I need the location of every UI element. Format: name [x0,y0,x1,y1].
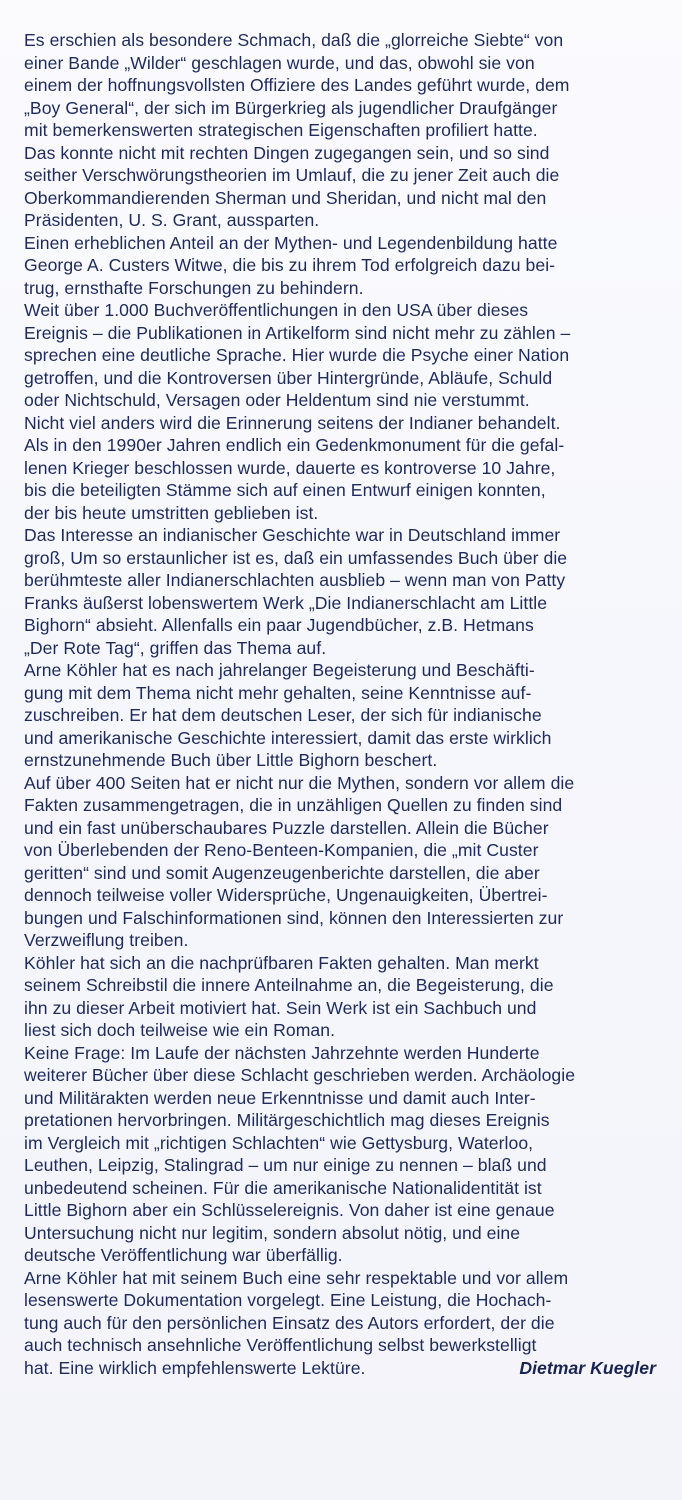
text-line: Arne Köhler hat es nach jahrelanger Begeisterung und Beschäfti- [24,660,535,680]
closing-line [24,1357,660,1380]
text-line: oder Nichtschuld, Versagen oder Heldentum sind nie verstummt. [24,390,530,410]
text-line: pretationen hervorbringen. Militärgeschichtlich mag dieses Ereignis [24,1110,550,1130]
text-line: deutsche Veröffentlichung war überfällig. [24,1245,343,1265]
text-line: „Boy General“, der sich im Bürgerkrieg als jugendlicher Draufgänger [24,97,558,118]
text-line: Keine Frage: Im Laufe der nächsten Jahrzehnte werden Hunderte [24,1042,540,1063]
text-line: trug, ernsthafte Forschungen zu behindern. [24,277,364,298]
text-line: Untersuchung nicht nur legitim, sondern absolut nötig, und eine [24,1222,521,1243]
text-line: Weit über 1.000 Buchveröffentlichungen in den USA über dieses [24,300,529,320]
text-line: einem der hoffnungsvollsten Offiziere des Landes geführt wurde, dem [24,75,570,95]
text-line: von Überlebenden der Reno-Benteen-Kompanien, die „mit Custer [24,840,539,860]
text-line: Franks äußerst lobenswertem Werk „Die Indianerschlacht am Little [24,592,548,613]
text-line: dennoch teilweise voller Widersprüche, Ungenauigkeiten, Übertrei- [24,885,548,905]
text-line: ihn zu dieser Arbeit motiviert hat. Sein Werk ist ein Sachbuch und [24,997,537,1018]
text-line: Oberkommandierenden Sherman und Sheridan, und nicht mal den [24,187,547,208]
review-paragraph [24,1267,660,1380]
text-line: Little Bighorn aber ein Schlüsselereignis. Von daher ist eine genaue [24,1200,555,1220]
text-line: unbedeutend scheinen. Für die amerikanische Nationalidentität ist [24,1177,542,1198]
review-text-column [24,29,660,1379]
review-paragraph [24,29,660,142]
text-line: Leuthen, Leipzig, Stalingrad – um nur einige zu nennen – blaß und [24,1155,547,1175]
review-paragraph [24,772,660,952]
text-line: Das Interesse an indianischer Geschichte war in Deutschland immer [24,525,561,545]
text-line: Fakten zusammengetragen, die in unzähligen Quellen zu finden sind [24,795,563,815]
text-line: lenen Krieger beschlossen wurde, dauerte es kontroverse 10 Jahre, [24,457,556,478]
text-line: George A. Custers Witwe, die bis zu ihrem Tod erfolgreich dazu bei- [24,255,556,275]
text-line: im Vergleich mit „richtigen Schlachten“ wie Gettysburg, Waterloo, [24,1132,534,1153]
text-line: ernstzunehmende Buch über Little Bighorn beschert. [24,750,438,770]
review-paragraph [24,659,660,772]
text-line: Nicht viel anders wird die Erinnerung seitens der Indianer behandelt. [24,412,561,433]
text-line: und ein fast unüberschaubares Puzzle darstellen. Allein die Bücher [24,817,549,838]
text-line: auch technisch ansehnliche Veröffentlichung selbst bewerkstelligt [24,1335,537,1355]
text-line: Es erschien als besondere Schmach, daß die „glorreiche Siebte“ von [24,30,564,50]
text-line: mit bemerkenswerten strategischen Eigenschaften profiliert hatte. [24,120,538,140]
text-line: gung mit dem Thema nicht mehr gehalten, seine Kenntnisse auf- [24,682,532,703]
text-line: bungen und Falschinformationen sind, können den Interessierten zur [24,907,564,928]
text-line: bis die beteiligten Stämme sich auf einen Entwurf einigen konnten, [24,480,546,500]
review-paragraph [24,412,660,525]
text-line: sprechen eine deutliche Sprache. Hier wurde die Psyche einer Nation [24,345,570,365]
author-signature: Dietmar Kuegler [519,1357,656,1378]
text-line: seither Verschwörungstheorien im Umlauf, die zu jener Zeit auch die [24,165,560,185]
text-line: und Militärakten werden neue Erkenntnisse und damit auch Inter- [24,1087,536,1108]
text-line: Arne Köhler hat mit seinem Buch eine sehr respektable und vor allem [24,1267,569,1288]
text-line: groß, Um so erstaunlicher ist es, daß ein umfassendes Buch über die [24,547,568,568]
text-line: „Der Rote Tag“, griffen das Thema auf. [24,637,327,658]
text-line: seinem Schreibstil die innere Anteilnahme an, die Begeisterung, die [24,975,554,995]
review-paragraph [24,232,660,300]
review-paragraph [24,299,660,412]
review-paragraph [24,952,660,1042]
review-paragraph [24,524,660,659]
text-line: Verzweiflung treiben. [24,930,189,950]
text-line: lesenswerte Dokumentation vorgelegt. Eine Leistung, die Hochach- [24,1290,552,1310]
text-line: geritten“ sind und somit Augenzeugenberichte darstellen, die aber [24,862,540,883]
text-line: zuschreiben. Er hat dem deutschen Leser, der sich für indianische [24,705,542,725]
text-line: Präsidenten, U. S. Grant, aussparten. [24,210,320,230]
text-line: tung auch für den persönlichen Einsatz des Autors erfordert, der die [24,1312,555,1333]
text-line: liest sich doch teilweise wie ein Roman. [24,1020,336,1040]
review-paragraph [24,142,660,232]
text-line: Ereignis – die Publikationen in Artikelform sind nicht mehr zu zählen – [24,322,571,343]
review-paragraph [24,1042,660,1267]
text-line: Bighorn“ absieht. Allenfalls ein paar Jugendbücher, z.B. Hetmans [24,615,534,635]
text-line: Einen erheblichen Anteil an der Mythen- und Legendenbildung hatte [24,232,558,253]
text-line: Das konnte nicht mit rechten Dingen zugegangen sein, und so sind [24,142,550,163]
text-line: einer Bande „Wilder“ geschlagen wurde, und das, obwohl sie von [24,52,535,73]
text-line: und amerikanische Geschichte interessiert, damit das erste wirklich [24,727,552,748]
text-line: getroffen, und die Kontroversen über Hintergründe, Abläufe, Schuld [24,367,553,388]
text-line: Auf über 400 Seiten hat er nicht nur die Mythen, sondern vor allem die [24,772,575,793]
text-line: hat. Eine wirklich empfehlenswerte Lektüre. [24,1357,366,1378]
text-line: berühmteste aller Indianerschlachten ausblieb – wenn man von Patty [24,570,566,590]
text-line: weiterer Bücher über diese Schlacht geschrieben werden. Archäologie [24,1065,576,1085]
text-line: der bis heute umstritten geblieben ist. [24,502,319,523]
text-line: Als in den 1990er Jahren endlich ein Gedenkmonument für die gefal- [24,435,565,455]
text-line: Köhler hat sich an die nachprüfbaren Fakten gehalten. Man merkt [24,952,539,973]
